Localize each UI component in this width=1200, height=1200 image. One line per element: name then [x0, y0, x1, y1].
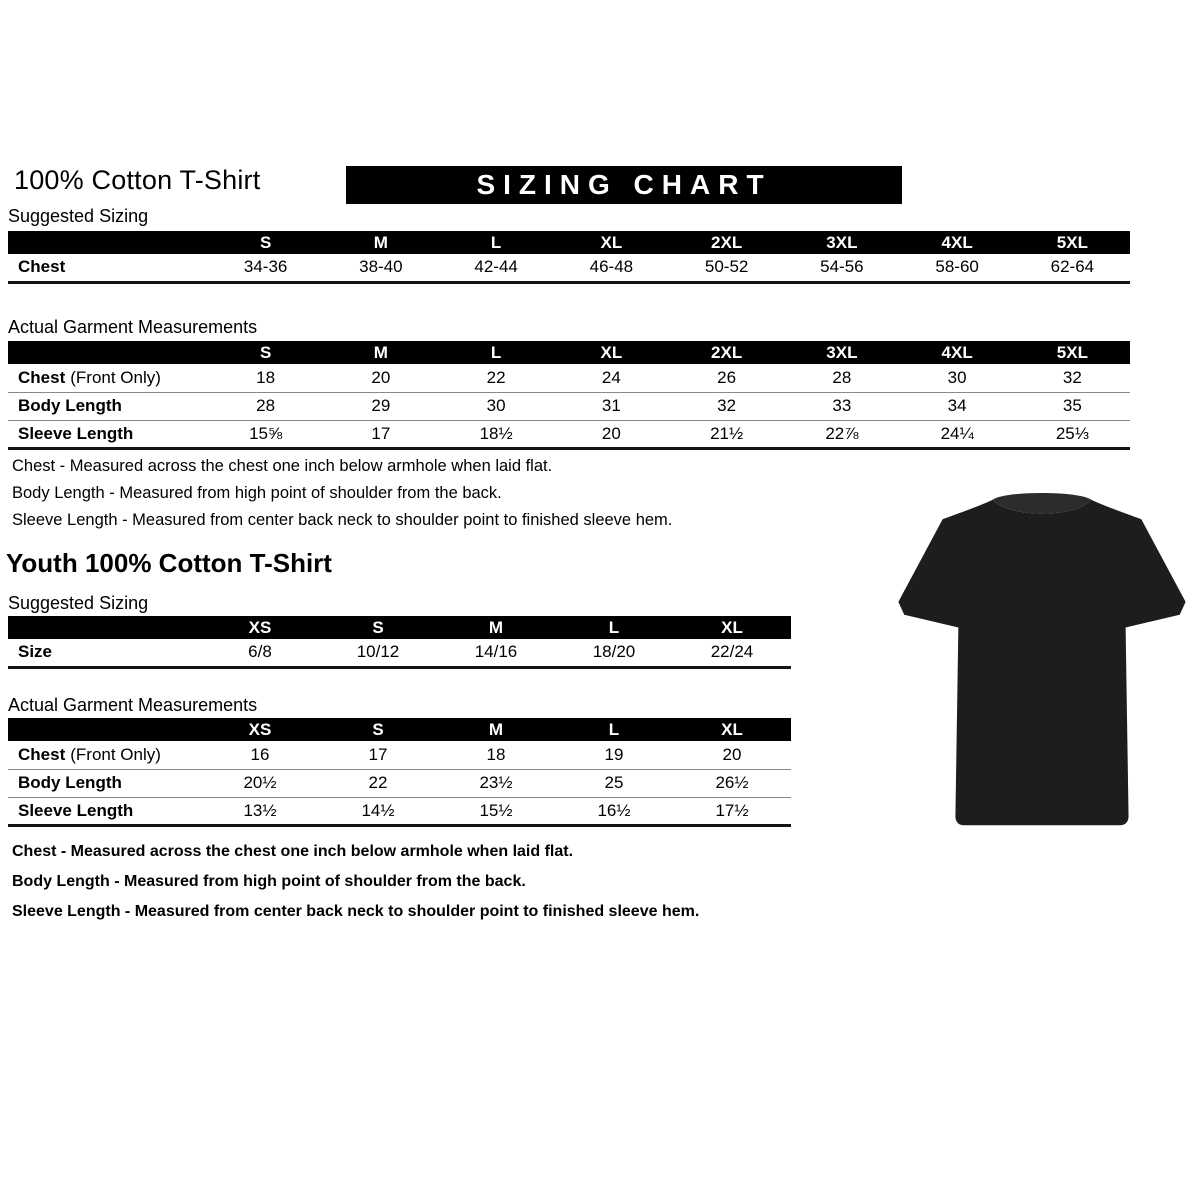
- cell-value: 10/12: [319, 639, 437, 667]
- cell-value: 15⅝: [208, 420, 323, 448]
- column-header: L: [555, 616, 673, 639]
- table-row: [8, 254, 1130, 282]
- cell-value: 62-64: [1015, 254, 1130, 282]
- youth-suggested-sizing-table: [8, 616, 791, 669]
- row-label: Body Length: [8, 769, 201, 797]
- cell-value: 54-56: [784, 254, 899, 282]
- cell-value: 17: [319, 741, 437, 769]
- cell-value: 19: [555, 741, 673, 769]
- cell-value: 14/16: [437, 639, 555, 667]
- column-header: XL: [554, 341, 669, 364]
- cell-value: 32: [669, 392, 784, 420]
- column-header: S: [208, 341, 323, 364]
- column-header: [8, 616, 201, 639]
- table-row: [8, 741, 791, 769]
- column-header: 3XL: [784, 231, 899, 254]
- page-title: 100% Cotton T-Shirt: [14, 165, 261, 195]
- table-row: [8, 364, 1130, 392]
- cell-value: 15½: [437, 797, 555, 825]
- youth-actual-measurements-table: [8, 718, 791, 827]
- cell-value: 14½: [319, 797, 437, 825]
- tshirt-image: [893, 476, 1189, 840]
- column-header: XL: [673, 616, 791, 639]
- cell-value: 18: [437, 741, 555, 769]
- note-line: Sleeve Length - Measured from center back neck to shoulder point to finished sleeve hem.: [12, 903, 700, 920]
- banner-title: SIZING CHART: [476, 169, 772, 200]
- row-label: Sleeve Length: [8, 420, 208, 448]
- row-label: Body Length: [8, 392, 208, 420]
- column-header: L: [439, 341, 554, 364]
- column-header: M: [323, 341, 438, 364]
- cell-value: 58-60: [900, 254, 1015, 282]
- column-header: 5XL: [1015, 341, 1130, 364]
- adult-suggested-sizing-table: [8, 231, 1130, 284]
- adult-actual-measurements-label: Actual Garment Measurements: [8, 317, 258, 337]
- column-header: 2XL: [669, 231, 784, 254]
- cell-value: 25: [555, 769, 673, 797]
- row-label: Chest (Front Only): [8, 741, 201, 769]
- cell-value: 25⅓: [1015, 420, 1130, 448]
- table-row: [8, 392, 1130, 420]
- note-line: Chest - Measured across the chest one inch below armhole when laid flat.: [12, 843, 574, 860]
- cell-value: 24: [554, 364, 669, 392]
- column-header: M: [437, 616, 555, 639]
- table-row: [8, 797, 791, 825]
- cell-value: 20: [673, 741, 791, 769]
- cell-value: 38-40: [323, 254, 438, 282]
- youth-title: Youth 100% Cotton T-Shirt: [6, 548, 332, 578]
- cell-value: 17½: [673, 797, 791, 825]
- column-header: XL: [673, 718, 791, 741]
- cell-value: 6/8: [201, 639, 319, 667]
- cell-value: 28: [208, 392, 323, 420]
- column-header: [8, 231, 208, 254]
- cell-value: 16½: [555, 797, 673, 825]
- column-header: L: [555, 718, 673, 741]
- note-line: Chest - Measured across the chest one inch below armhole when laid flat.: [12, 457, 553, 475]
- cell-value: 17: [323, 420, 438, 448]
- note-line: Body Length - Measured from high point of shoulder from the back.: [12, 484, 502, 502]
- cell-value: 46-48: [554, 254, 669, 282]
- youth-actual-measurements-label: Actual Garment Measurements: [8, 695, 258, 715]
- column-header: 4XL: [900, 341, 1015, 364]
- column-header: S: [319, 616, 437, 639]
- cell-value: 33: [784, 392, 899, 420]
- sizing-chart-banner: [346, 166, 902, 204]
- table-row: [8, 639, 791, 667]
- cell-value: 30: [900, 364, 1015, 392]
- column-header: [8, 718, 201, 741]
- column-header: L: [439, 231, 554, 254]
- cell-value: 35: [1015, 392, 1130, 420]
- note-line: Body Length - Measured from high point of shoulder from the back.: [12, 873, 526, 890]
- column-header: [8, 341, 208, 364]
- cell-value: 20½: [201, 769, 319, 797]
- cell-value: 22⅞: [784, 420, 899, 448]
- cell-value: 18: [208, 364, 323, 392]
- cell-value: 34-36: [208, 254, 323, 282]
- column-header: 3XL: [784, 341, 899, 364]
- tshirt-body-shape: [898, 500, 1185, 826]
- column-header: S: [319, 718, 437, 741]
- adult-suggested-sizing-label: Suggested Sizing: [8, 206, 149, 226]
- column-header: M: [323, 231, 438, 254]
- table-row: [8, 769, 791, 797]
- column-header: XS: [201, 718, 319, 741]
- cell-value: 32: [1015, 364, 1130, 392]
- note-line: Sleeve Length - Measured from center back neck to shoulder point to finished sleeve hem.: [12, 511, 673, 529]
- adult-measurement-notes: [12, 458, 672, 539]
- row-label: Chest (Front Only): [8, 364, 208, 392]
- cell-value: 22: [439, 364, 554, 392]
- cell-value: 23½: [437, 769, 555, 797]
- cell-value: 26½: [673, 769, 791, 797]
- row-label: Sleeve Length: [8, 797, 201, 825]
- row-label: Size: [8, 639, 201, 667]
- cell-value: 22/24: [673, 639, 791, 667]
- adult-actual-measurements-table: [8, 341, 1130, 450]
- column-header: S: [208, 231, 323, 254]
- row-label: Chest: [8, 254, 208, 282]
- column-header: 5XL: [1015, 231, 1130, 254]
- cell-value: 50-52: [669, 254, 784, 282]
- cell-value: 18½: [439, 420, 554, 448]
- column-header: 4XL: [900, 231, 1015, 254]
- cell-value: 30: [439, 392, 554, 420]
- cell-value: 13½: [201, 797, 319, 825]
- column-header: M: [437, 718, 555, 741]
- cell-value: 24¼: [900, 420, 1015, 448]
- column-header: XL: [554, 231, 669, 254]
- table-row: [8, 420, 1130, 448]
- cell-value: 16: [201, 741, 319, 769]
- youth-measurement-notes: [12, 843, 699, 933]
- cell-value: 20: [323, 364, 438, 392]
- cell-value: 21½: [669, 420, 784, 448]
- column-header: 2XL: [669, 341, 784, 364]
- cell-value: 20: [554, 420, 669, 448]
- cell-value: 31: [554, 392, 669, 420]
- cell-value: 34: [900, 392, 1015, 420]
- cell-value: 28: [784, 364, 899, 392]
- cell-value: 42-44: [439, 254, 554, 282]
- cell-value: 18/20: [555, 639, 673, 667]
- cell-value: 22: [319, 769, 437, 797]
- cell-value: 29: [323, 392, 438, 420]
- cell-value: 26: [669, 364, 784, 392]
- youth-suggested-sizing-label: Suggested Sizing: [8, 593, 149, 613]
- column-header: XS: [201, 616, 319, 639]
